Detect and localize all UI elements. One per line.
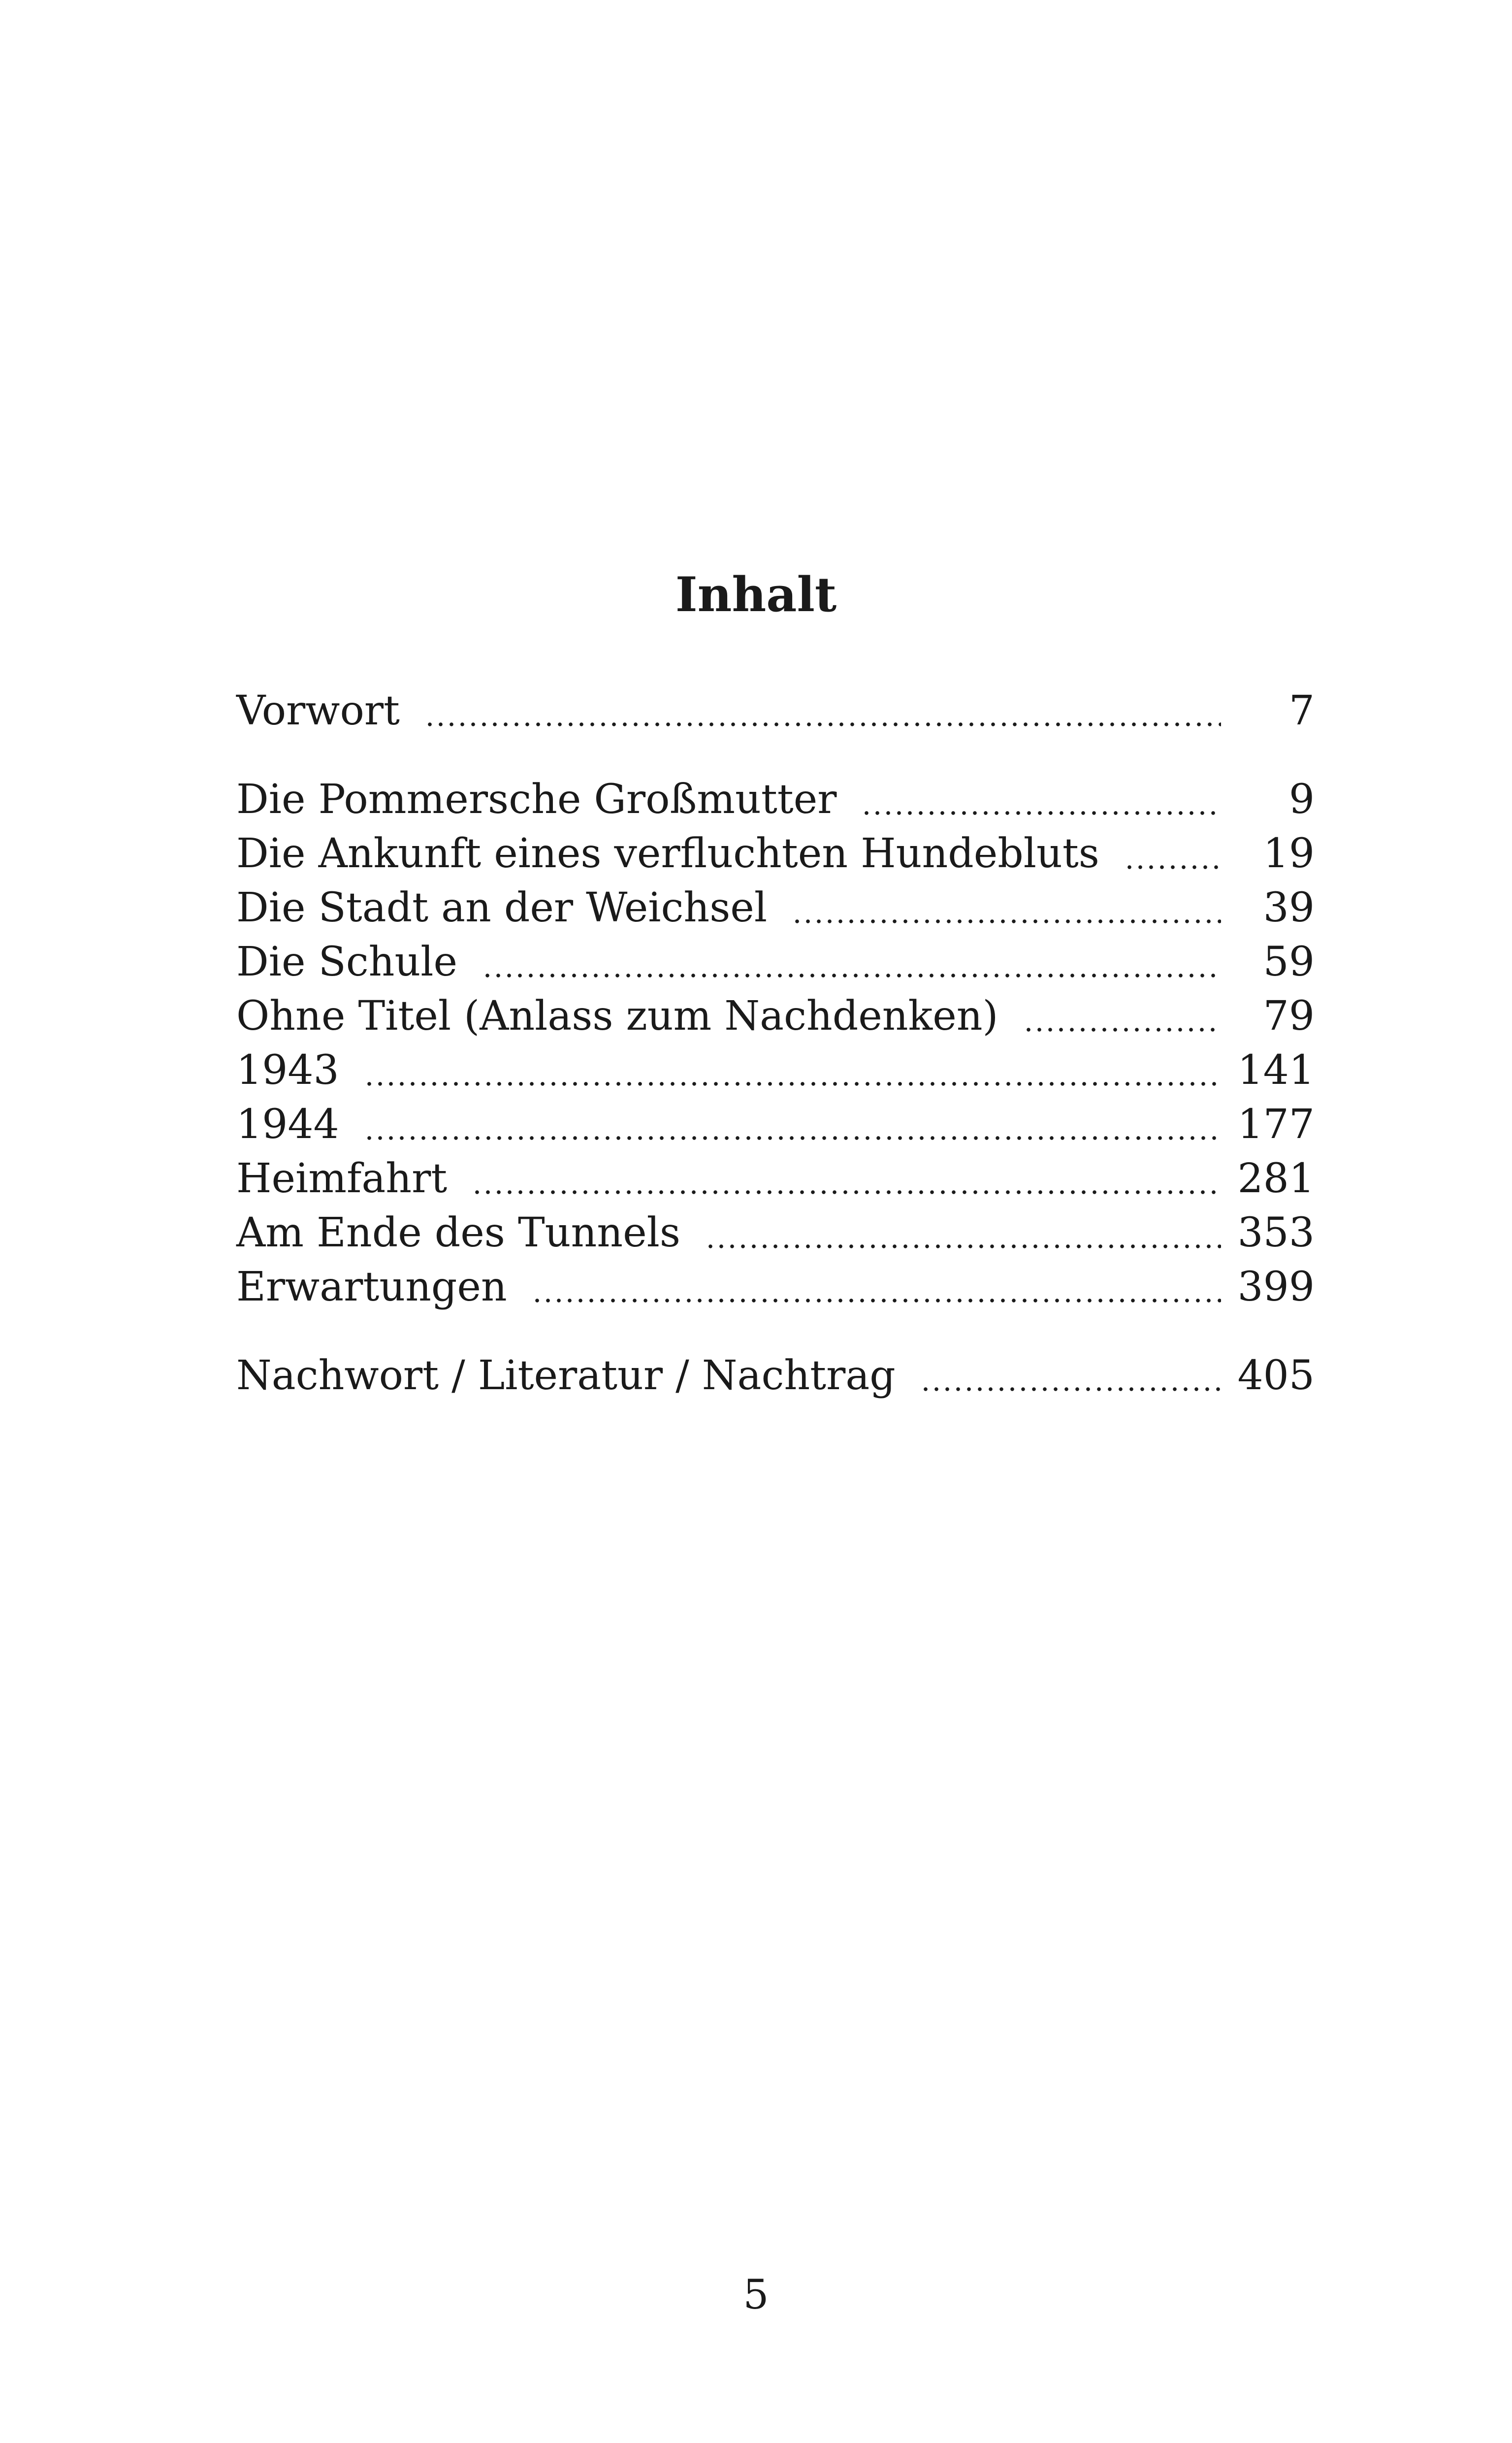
dot-leader <box>424 720 1221 728</box>
toc-entry-title: Die Ankunft eines verfluchten Hundebluts <box>236 830 1099 877</box>
toc-entry-page: 59 <box>1263 939 1315 985</box>
toc-entry-title: Erwartungen <box>236 1264 507 1310</box>
toc-entry-page: 177 <box>1237 1101 1315 1148</box>
dot-leader <box>1023 1026 1221 1034</box>
toc-entry-title: Die Pommersche Großmutter <box>236 776 837 823</box>
toc-entry-ende-tunnels[interactable] <box>236 1199 1315 1256</box>
toc-entry-schule[interactable] <box>236 928 1315 985</box>
toc-entry-1943[interactable] <box>236 1037 1315 1094</box>
toc-entry-page: 9 <box>1288 776 1315 823</box>
toc-entry-page: 7 <box>1288 687 1315 734</box>
dot-leader <box>792 917 1221 925</box>
toc-entry-vorwort[interactable] <box>236 677 1315 734</box>
toc-entry-page: 399 <box>1237 1264 1315 1310</box>
toc-entry-1944[interactable] <box>236 1091 1315 1148</box>
toc-entry-title: Vorwort <box>236 687 400 734</box>
dot-leader <box>364 1134 1221 1142</box>
dot-leader <box>705 1242 1221 1250</box>
toc-entry-stadt-weichsel[interactable] <box>236 874 1315 931</box>
toc-entry-page: 19 <box>1263 830 1315 877</box>
toc-entry-page: 405 <box>1237 1352 1315 1399</box>
toc-entry-page: 353 <box>1237 1209 1315 1256</box>
toc-entry-nachwort[interactable] <box>236 1342 1315 1399</box>
toc-entry-page: 281 <box>1237 1155 1315 1202</box>
toc-entry-ankunft[interactable] <box>236 820 1315 877</box>
toc-entry-heimfahrt[interactable] <box>236 1145 1315 1202</box>
dot-leader <box>532 1297 1221 1304</box>
toc-entry-title: Nachwort / Literatur / Nachtrag <box>236 1352 896 1399</box>
toc-entry-title: Ohne Titel (Anlass zum Nachdenken) <box>236 993 998 1040</box>
toc-entry-title: Am Ende des Tunnels <box>236 1209 680 1256</box>
toc-entry-title: 1944 <box>236 1101 339 1148</box>
toc-entry-erwartungen[interactable] <box>236 1253 1315 1310</box>
toc-entry-page: 141 <box>1237 1047 1315 1094</box>
toc-entry-title: Die Stadt an der Weichsel <box>236 884 768 931</box>
page-number: 5 <box>743 2272 769 2318</box>
toc-entry-ohne-titel[interactable] <box>236 982 1315 1040</box>
page-title: Inhalt <box>675 567 837 622</box>
dot-leader <box>364 1080 1221 1088</box>
dot-leader <box>861 809 1221 817</box>
toc-entry-title: 1943 <box>236 1047 339 1094</box>
toc-entry-title: Heimfahrt <box>236 1155 448 1202</box>
dot-leader <box>1124 863 1221 871</box>
toc-entry-pommersche-grossmutter[interactable] <box>236 766 1315 823</box>
toc-entry-page: 39 <box>1263 884 1315 931</box>
dot-leader <box>920 1385 1221 1393</box>
dot-leader <box>472 1188 1221 1196</box>
toc-entry-title: Die Schule <box>236 939 458 985</box>
toc-entry-page: 79 <box>1263 993 1315 1040</box>
dot-leader <box>482 972 1221 979</box>
